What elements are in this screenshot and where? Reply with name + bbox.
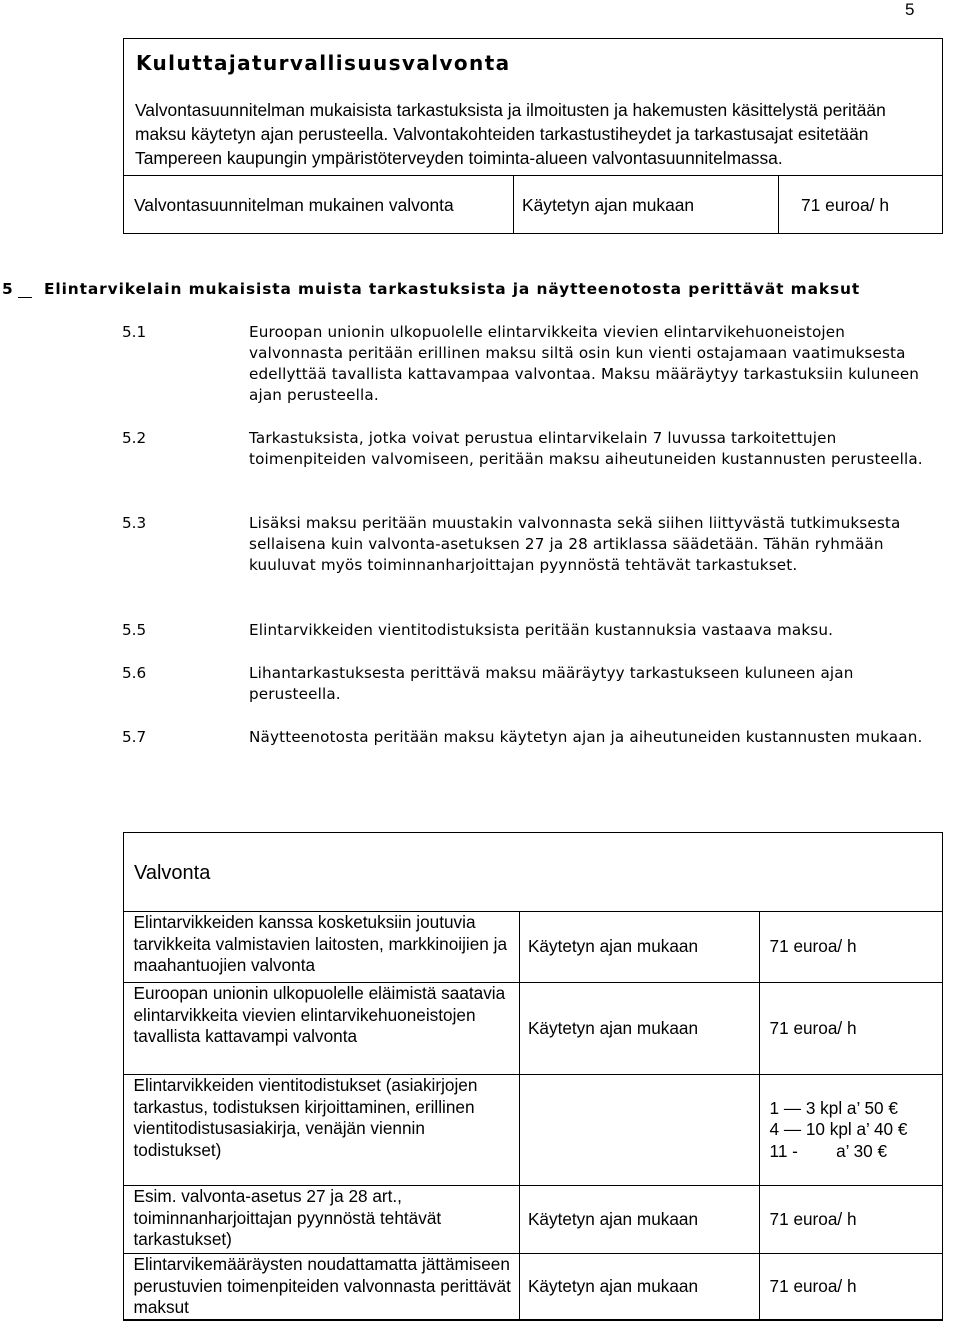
item-text: Tarkastuksista, jotka voivat perustua elintarvikelain 7 luvussa tarkoitettujen toimenpiteiden valvomiseen, peritään maksu aiheutuneiden kustannusten perusteella. xyxy=(249,429,923,468)
section-title: Elintarvikelain mukaisista muista tarkastuksista ja näytteenotosta perittävät maksut xyxy=(44,280,861,298)
consumer-safety-fee-row xyxy=(124,175,942,234)
heading-underline xyxy=(18,297,32,298)
fee-description-cell: Valvontasuunnitelman mukainen valvonta xyxy=(124,176,514,234)
item-number: 5.5 xyxy=(122,621,147,639)
item-number: 5.1 xyxy=(122,323,147,341)
table-row xyxy=(123,1075,942,1186)
row-price: 71 euroa/ h xyxy=(759,1254,942,1320)
section-number: 5 xyxy=(2,280,14,298)
price-tier: 4 — 10 kpl a’ 40 € xyxy=(769,1119,908,1140)
row-basis xyxy=(519,1075,759,1186)
fee-basis-cell: Käytetyn ajan mukaan xyxy=(514,176,779,234)
consumer-safety-box xyxy=(123,38,943,234)
item-number: 5.3 xyxy=(122,514,147,532)
control-fees-title: Valvonta xyxy=(134,862,211,884)
row-basis: Käytetyn ajan mukaan xyxy=(519,1186,759,1254)
row-price: 71 euroa/ h xyxy=(759,1186,942,1254)
row-description: Esim. valvonta-asetus 27 ja 28 art., toiminnanharjoittajan pyynnöstä tehtävät tarkastukset) xyxy=(123,1186,519,1254)
row-price: 71 euroa/ h xyxy=(759,983,942,1075)
control-fees-table xyxy=(123,911,943,1320)
item-number: 5.2 xyxy=(122,429,147,447)
consumer-safety-paragraph: Valvontasuunnitelman mukaisista tarkastuksista ja ilmoitusten ja hakemusten käsittelystä peritään maksu käytetyn ajan perusteella. Valvontakohteiden tarkastustiheydet ja tarkastusajat esitetään Tampereen kaupungin ympäristöterveyden toiminta-alueen valvontasuunnitelmassa. xyxy=(135,100,886,168)
item-text: Euroopan unionin ulkopuolelle elintarvikkeita vievien elintarvikehuoneistojen valvonnasta peritään erillinen maksu siltä osin kun vienti ostajamaan vaatimuksesta edellyttää tavallista kattavampaa valvontaa. Maksu määräytyy tarkastuksiin kuluneen ajan perusteella. xyxy=(249,323,920,404)
fee-price-cell: 71 euroa/ h xyxy=(801,194,889,215)
row-basis: Käytetyn ajan mukaan xyxy=(519,1254,759,1320)
item-number: 5.6 xyxy=(122,664,147,682)
row-price: 71 euroa/ h xyxy=(759,912,942,983)
row-description: Euroopan unionin ulkopuolelle eläimistä saatavia elintarvikkeita vievien elintarvikehuoneistojen tavallista kattavampi valvonta xyxy=(123,983,519,1075)
consumer-safety-title: Kuluttajaturvallisuusvalvonta xyxy=(136,51,511,75)
page-number: 5 xyxy=(905,0,915,19)
table-row xyxy=(123,983,942,1075)
row-description: Elintarvikemääräysten noudattamatta jättämiseen perustuvien toimenpiteiden valvonnasta perittävät maksut xyxy=(123,1254,519,1320)
control-fees-box xyxy=(123,832,943,1321)
price-tier: 11 - a’ 30 € xyxy=(769,1140,888,1161)
table-row xyxy=(123,1254,942,1320)
item-text: Lisäksi maksu peritään muustakin valvonnasta sekä siihen liittyvästä tutkimuksesta sellaisena kuin valvonta-asetuksen 27 ja 28 artiklassa säädetään. Tähän ryhmään kuuluvat myös toiminnanharjoittajan pyynnöstä tehtävät tarkastukset. xyxy=(249,514,901,574)
row-description: Elintarvikkeiden vientitodistukset (asiakirjojen tarkastus, todistuksen kirjoittaminen, erillinen vientitodistusasiakirja, venäjän viennin todistukset) xyxy=(123,1075,519,1186)
item-text: Elintarvikkeiden vientitodistuksista peritään kustannuksia vastaava maksu. xyxy=(249,621,834,639)
row-price-tiers xyxy=(759,1075,942,1186)
table-row xyxy=(123,912,942,983)
row-basis: Käytetyn ajan mukaan xyxy=(519,983,759,1075)
row-description: Elintarvikkeiden kanssa kosketuksiin joutuvia tarvikkeita valmistavien laitosten, markkinoijien ja maahantuojien valvonta xyxy=(123,912,519,983)
table-row xyxy=(123,1186,942,1254)
price-tier: 1 — 3 kpl a’ 50 € xyxy=(769,1097,898,1118)
item-text: Lihantarkastuksesta perittävä maksu määräytyy tarkastukseen kuluneen ajan perusteella. xyxy=(249,664,854,703)
row-basis: Käytetyn ajan mukaan xyxy=(519,912,759,983)
item-number: 5.7 xyxy=(122,728,147,746)
item-text: Näytteenotosta peritään maksu käytetyn ajan ja aiheutuneiden kustannusten mukaan. xyxy=(249,728,923,746)
